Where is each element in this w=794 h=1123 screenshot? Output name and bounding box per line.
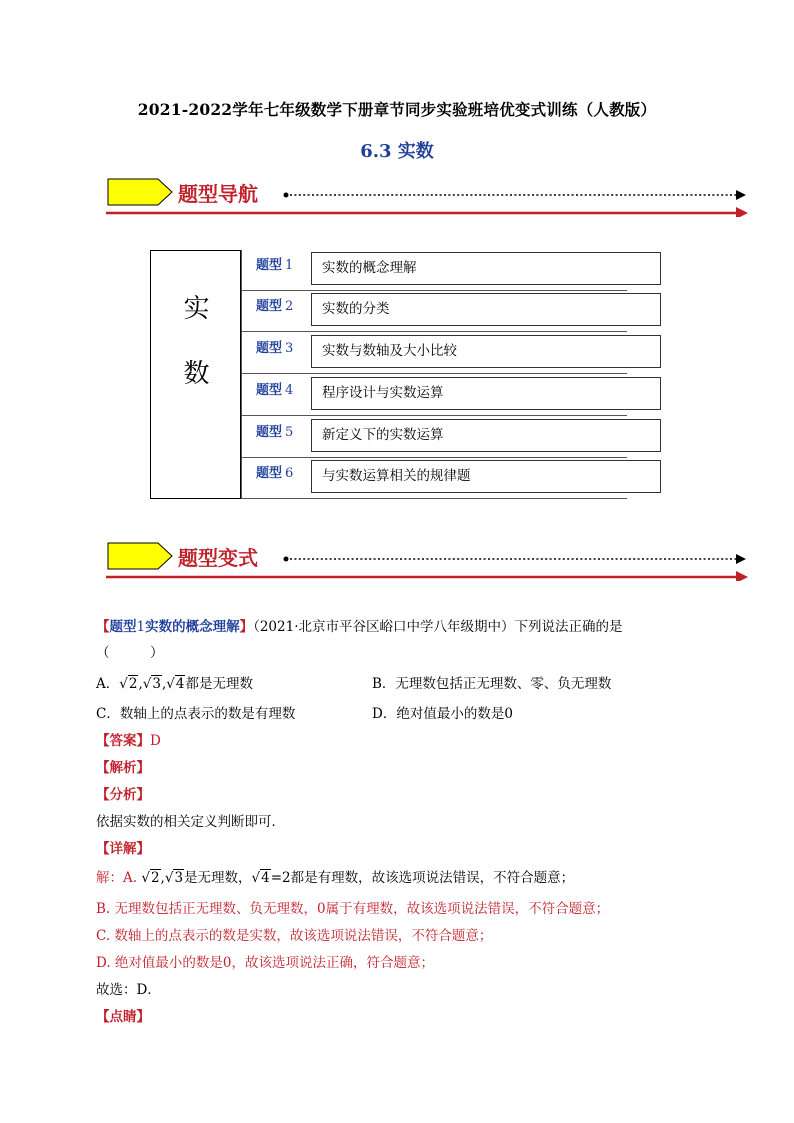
option-b: B．无理数包括正无理数、零、负无理数 (372, 676, 612, 692)
answer-line: 【答案】D (96, 733, 161, 749)
question-heading: 【题型1实数的概念理解】（2021·北京市平谷区峪口中学八年级期中）下列说法正确的是 (96, 619, 623, 635)
nav-topic-box (150, 250, 241, 499)
nav-type-label-3: 题型 3 (256, 341, 294, 356)
nav-connector (241, 250, 242, 499)
fenxi-label: 【分析】 (96, 787, 150, 803)
detail-line-b: B. 无理数包括正无理数、负无理数，0属于有理数，故该选项说法错误，不符合题意； (96, 901, 610, 917)
question-stem: （2021·北京市平谷区峪口中学八年级期中）下列说法正确的是 (253, 619, 623, 635)
detail-line-d: D. 绝对值最小的数是0，故该选项说法正确，符合题意； (96, 955, 435, 971)
detail-label: 【详解】 (96, 841, 150, 857)
nav-topic-char-2: 数 (183, 359, 210, 389)
nav-divider (241, 373, 627, 374)
nav-type-label-1: 题型 1 (256, 258, 294, 273)
banner-label: 题型导航 (178, 182, 258, 206)
nav-divider (241, 290, 627, 291)
nav-item-3: 实数与数轴及大小比较 (311, 335, 661, 368)
nav-divider (241, 415, 627, 416)
detail-line-c: C. 数轴上的点表示的数是实数，故该选项说法错误，不符合题意； (96, 928, 493, 944)
analysis-label: 【解析】 (96, 760, 150, 776)
nav-type-label-6: 题型 6 (256, 466, 294, 481)
banner-type-navigation (106, 177, 748, 217)
nav-type-label-2: 题型 2 (256, 299, 294, 314)
dianjing-label: 【点睛】 (96, 1009, 150, 1025)
banner-type-variants (106, 541, 748, 581)
conclusion: 故选：D． (96, 982, 161, 998)
fenxi-text: 依据实数的相关定义判断即可． (96, 814, 285, 830)
nav-divider (241, 457, 627, 458)
nav-type-label-5: 题型 5 (256, 425, 294, 440)
nav-item-1: 实数的概念理解 (311, 252, 661, 285)
nav-divider (241, 331, 627, 332)
nav-divider (241, 498, 627, 499)
banner-label: 题型变式 (178, 546, 258, 570)
option-c: C．数轴上的点表示的数是有理数 (96, 706, 296, 722)
nav-type-label-4: 题型 4 (256, 383, 294, 398)
section-title: 6.3 实数 (360, 141, 434, 162)
option-d: D．绝对值最小的数是0 (372, 706, 513, 722)
option-a: A．√2,√3,√4都是无理数 (96, 676, 253, 692)
nav-item-5: 新定义下的实数运算 (311, 419, 661, 452)
answer-blank: （ ） (96, 645, 164, 661)
nav-topic-char-1: 实 (183, 294, 210, 324)
document-title: 2021-2022学年七年级数学下册章节同步实验班培优变式训练（人教版） (137, 100, 657, 119)
nav-item-6: 与实数运算相关的规律题 (311, 460, 661, 493)
nav-item-2: 实数的分类 (311, 293, 661, 326)
nav-item-4: 程序设计与实数运算 (311, 377, 661, 410)
detail-line-a: 解：A. √2,√3是无理数，√4=2都是有理数，故该选项说法错误，不符合题意； (96, 870, 575, 886)
